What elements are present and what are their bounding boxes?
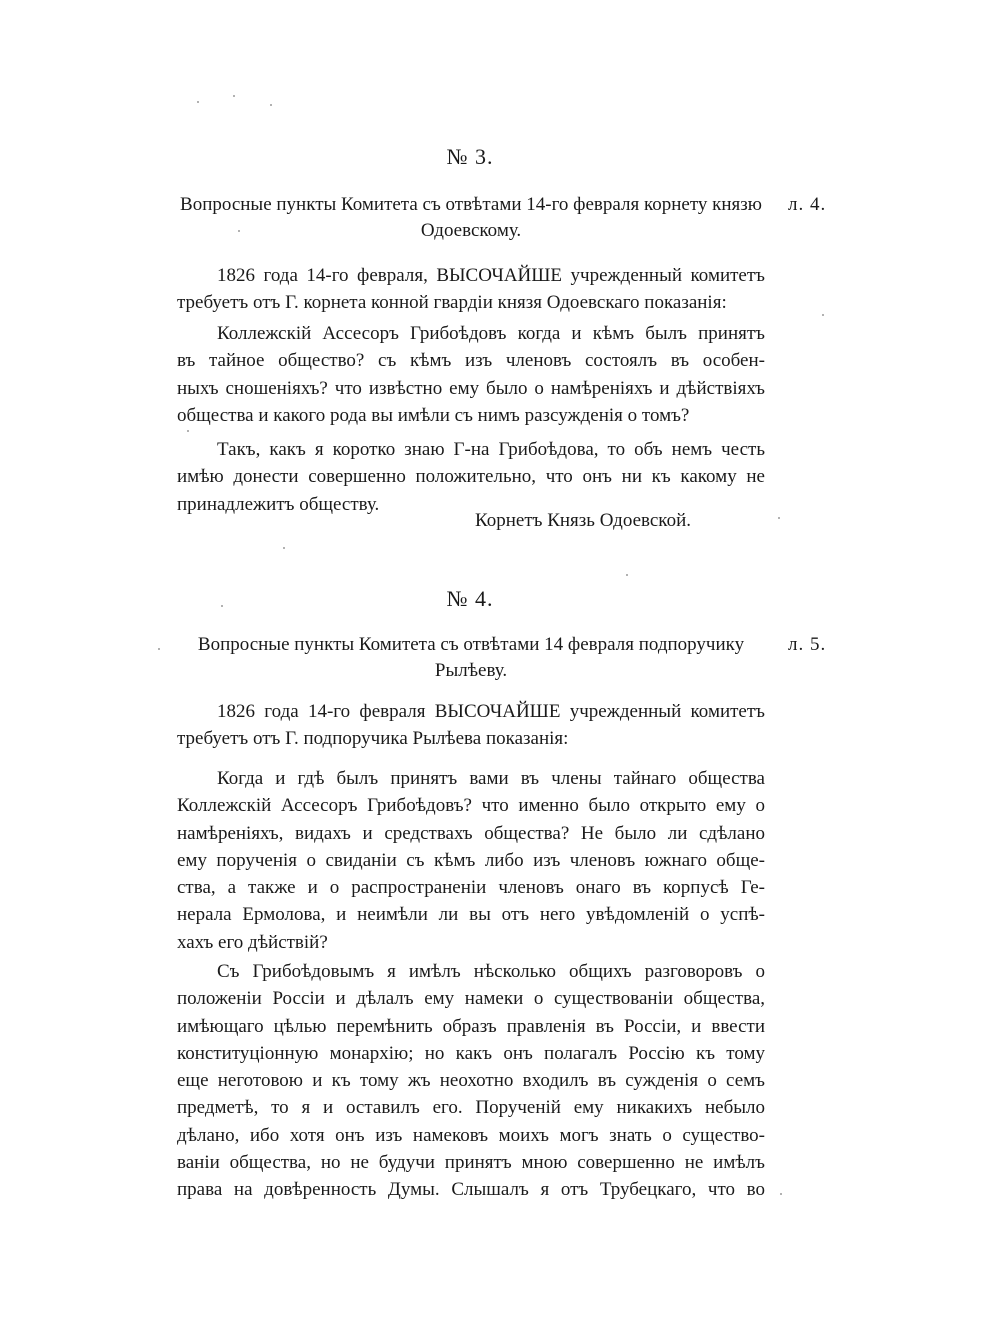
doc3-demand-l1: 1826 года 14-го февраля, ВЫСОЧАЙШЕ учрежденный комитетъ [217, 265, 765, 286]
scan-speck [187, 430, 189, 432]
doc4-demand [177, 698, 765, 753]
doc4-question-l4: ему порученія о свиданіи съ кѣмъ либо изъ членовъ южнаго обще- [177, 849, 765, 871]
doc3-question [177, 320, 765, 429]
doc3-folio: л. 4. [788, 194, 827, 215]
doc4-question-l3: намѣреніяхъ, видахъ и средствахъ общества? Не было ли сдѣлано [177, 822, 765, 844]
scan-speck [822, 314, 824, 316]
doc3-answer-l1: Такъ, какъ я коротко знаю Г-на Грибоѣдова, то объ немъ честь [217, 439, 765, 460]
doc4-heading [176, 632, 766, 684]
scan-speck [283, 547, 285, 549]
doc4-folio: л. 5. [788, 634, 827, 655]
doc4-demand-l2: требуетъ отъ Г. подпоручика Рылѣева показанія: [177, 728, 569, 750]
doc3-answer-l2: имѣю донести совершенно положительно, что онъ ни къ какому не [177, 466, 765, 488]
doc4-question-l1: Когда и гдѣ былъ принятъ вами въ члены тайнаго общества [217, 768, 765, 789]
doc4-question-l7: хахъ его дѣйствій? [177, 931, 328, 953]
doc3-demand-l2: требуетъ отъ Г. корнета конной гвардіи князя Одоевскаго показанія: [177, 292, 727, 314]
doc4-answer-l9: права на довѣренность Думы. Слышалъ я отъ Трубецкаго, что во [177, 1179, 765, 1201]
doc4-answer-l8: ваніи общества, но не будучи принятъ мною совершенно не имѣлъ [177, 1152, 765, 1174]
doc3-question-l4: общества и какого рода вы имѣли съ нимъ разсужденія о томъ? [177, 404, 690, 426]
doc4-number: № 4. [446, 586, 494, 611]
doc4-answer-l2: положеніи Россіи и дѣлалъ ему намеки о существованіи общества, [177, 988, 765, 1010]
doc3-heading [176, 192, 766, 244]
doc3-question-l2: въ тайное общество? съ кѣмъ изъ членовъ состоялъ въ особен- [177, 350, 765, 372]
doc4-answer-l5: еще неготовою и къ тому жъ неохотно входилъ въ сужденія о семъ [177, 1070, 765, 1092]
doc4-heading-line1: Вопросные пункты Комитета съ отвѣтами 14 февраля подпоручику [197, 634, 745, 655]
doc4-heading-line2: Рылѣеву. [434, 660, 508, 681]
doc3-number: № 3. [446, 144, 494, 169]
doc4-demand-l1: 1826 года 14-го февраля ВЫСОЧАЙШЕ учрежденный комитетъ [217, 701, 765, 722]
scan-speck [238, 230, 240, 232]
doc4-answer-l4: конституціонную монархію; но какъ онъ полагалъ Россію къ тому [177, 1042, 765, 1064]
scan-speck [778, 517, 780, 519]
doc3-answer [177, 436, 765, 518]
doc4-question [177, 765, 765, 956]
doc3-question-l1: Коллежскій Ассесоръ Грибоѣдовъ когда и кѣмъ былъ принятъ [217, 323, 765, 344]
doc4-answer-l3: имѣющаго цѣлью перемѣнить образъ правленія въ Россіи, и ввести [177, 1015, 765, 1037]
scan-speck [233, 95, 235, 97]
doc4-answer [177, 958, 765, 1204]
doc4-answer-l7: дѣлано, ибо хотя онъ изъ намековъ моихъ могъ знать о существо- [177, 1124, 765, 1146]
doc3-answer-l3: принадлежитъ обществу. [177, 493, 380, 515]
scan-speck [626, 574, 628, 576]
scan-speck [780, 1193, 782, 1195]
doc4-answer-l6: предметѣ, то я и оставилъ его. Порученій ему никакихъ небыло [177, 1097, 765, 1119]
doc4-question-l5: ства, а также и о распространеніи членовъ онаго въ корпусѣ Ге- [177, 877, 765, 899]
scan-speck [270, 104, 272, 106]
doc3-heading-line2: Одоевскому. [420, 220, 522, 241]
doc3-heading-line1: Вопросные пункты Комитета съ отвѣтами 14-го февраля корнету князю [180, 194, 762, 215]
doc4-question-l6: нерала Ермолова, и неимѣли ли вы отъ него увѣдомленій о успѣ- [177, 904, 765, 926]
doc4-question-l2: Коллежскій Ассесоръ Грибоѣдовъ? что именно было открыто ему о [177, 795, 765, 817]
doc3-question-l3: ныхъ сношеніяхъ? что извѣстно ему было о намѣреніяхъ и дѣйствіяхъ [177, 377, 765, 399]
scan-speck [221, 605, 223, 607]
doc3-demand [177, 262, 765, 317]
doc4-answer-l1: Съ Грибоѣдовымъ я имѣлъ нѣсколько общихъ разговоровъ о [217, 961, 765, 982]
scan-speck [158, 648, 160, 650]
doc3-signature: Корнетъ Князь Одоевской. [475, 510, 691, 531]
scan-speck [197, 101, 199, 103]
